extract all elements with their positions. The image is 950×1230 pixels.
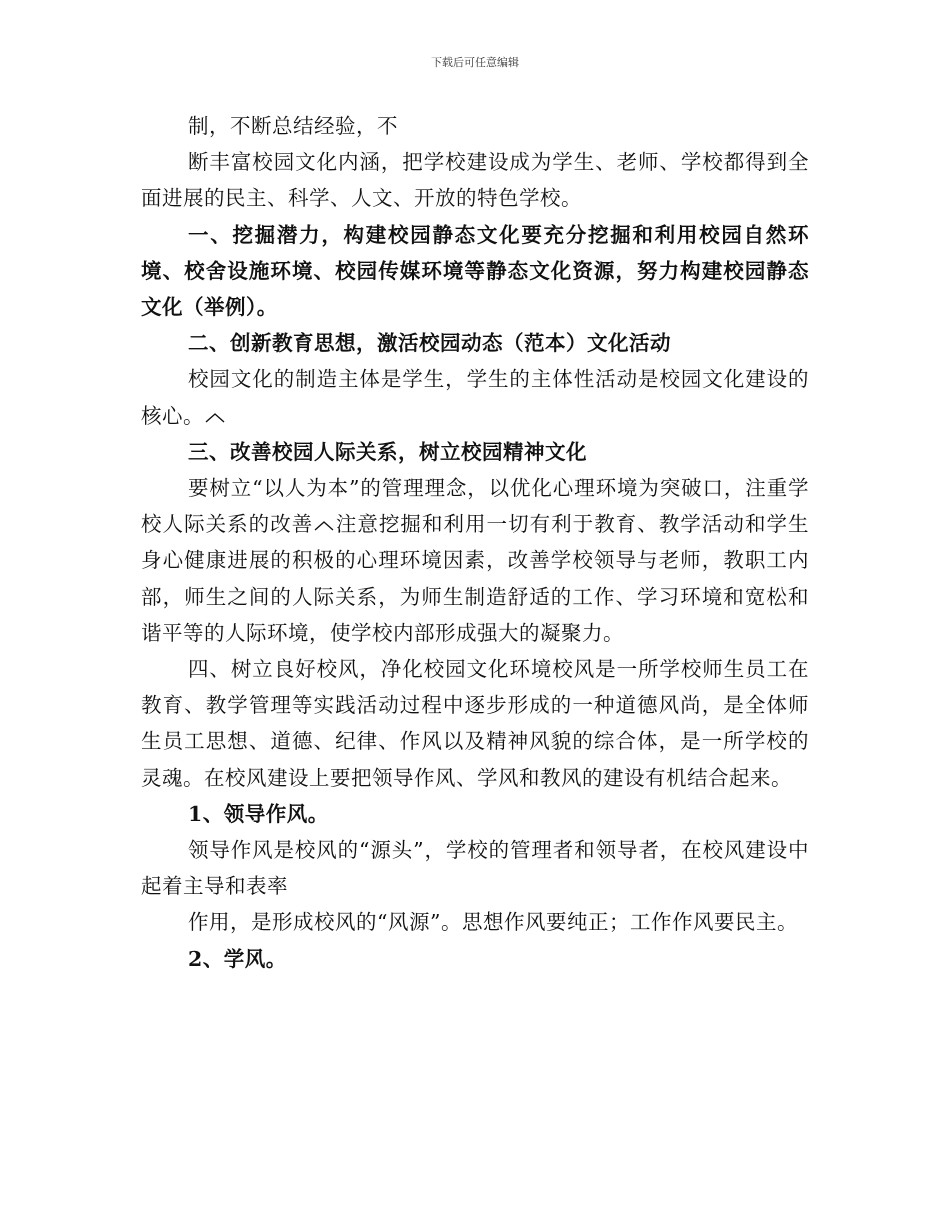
- section-heading-4: 四、树立良好校风，净化校园文化环境校风是一所学校师生员工在教育、教学管理等实践活动过程中逐步形成的一种道德风尚，是全体师生员工思想、道德、纪律、作风以及精神风貌的综合体，是一所学校的灵魂。在校风建设上要把领导作风、学风和教风的建设有机结合起来。: [141, 657, 809, 790]
- paragraph-10: 领导作风是校风的“源头”，学校的管理者和领导者，在校风建设中起着主导和表率: [141, 838, 809, 899]
- document-body: [141, 108, 809, 977]
- paragraph-1: 制，不断总结经验，不: [188, 114, 398, 138]
- paragraph-5-text: 校园文化的制造主体是学生，学生的主体性活动是校园文化建设的核心。: [141, 367, 809, 428]
- subheading-2: 2、学风。: [188, 946, 287, 971]
- page-header: 下载后可任意编辑: [431, 56, 519, 69]
- section-heading-3: 三、改善校园人际关系，树立校园精神文化: [188, 439, 587, 464]
- paragraph-7: [141, 470, 809, 651]
- paragraph-11: 作用，是形成校风的“风源”。思想作风要纯正；工作作风要民主。: [188, 910, 798, 935]
- paragraph-2: 断丰富校园文化内涵，把学校建设成为学生、老师、学校都得到全面进展的民主、科学、人文、开放的特色学校。: [141, 150, 809, 211]
- subheading-1: 1、领导作风。: [188, 801, 329, 826]
- section-heading-2: 二、创新教育思想，激活校园动态（范本）文化活动: [188, 331, 671, 356]
- section-heading-1: 一、挖掘潜力，构建校园静态文化要充分挖掘和利用校园自然环境、校舍设施环境、校园传媒环境等静态文化资源，努力构建校园静态文化（举例）。: [141, 222, 809, 320]
- caret-mark-icon: [313, 518, 335, 532]
- paragraph-7-text-b: 注意挖掘和利用一切有利于教育、教学活动和学生身心健康进展的积极的心理环境因素，改善学校领导与老师，教职工内部，师生之间的人际关系，为师生制造舒适的工作、学习环境和宽松和谐平等的人际环境，使学校内部形成强大的凝聚力。: [141, 512, 810, 645]
- paragraph-5: [141, 361, 809, 433]
- caret-mark-icon: [204, 410, 226, 424]
- paragraph-7-text-a: 要树立“以人为本”的管理理念，以优化心理环境为突破口，注重学校人际关系的改善: [141, 476, 809, 537]
